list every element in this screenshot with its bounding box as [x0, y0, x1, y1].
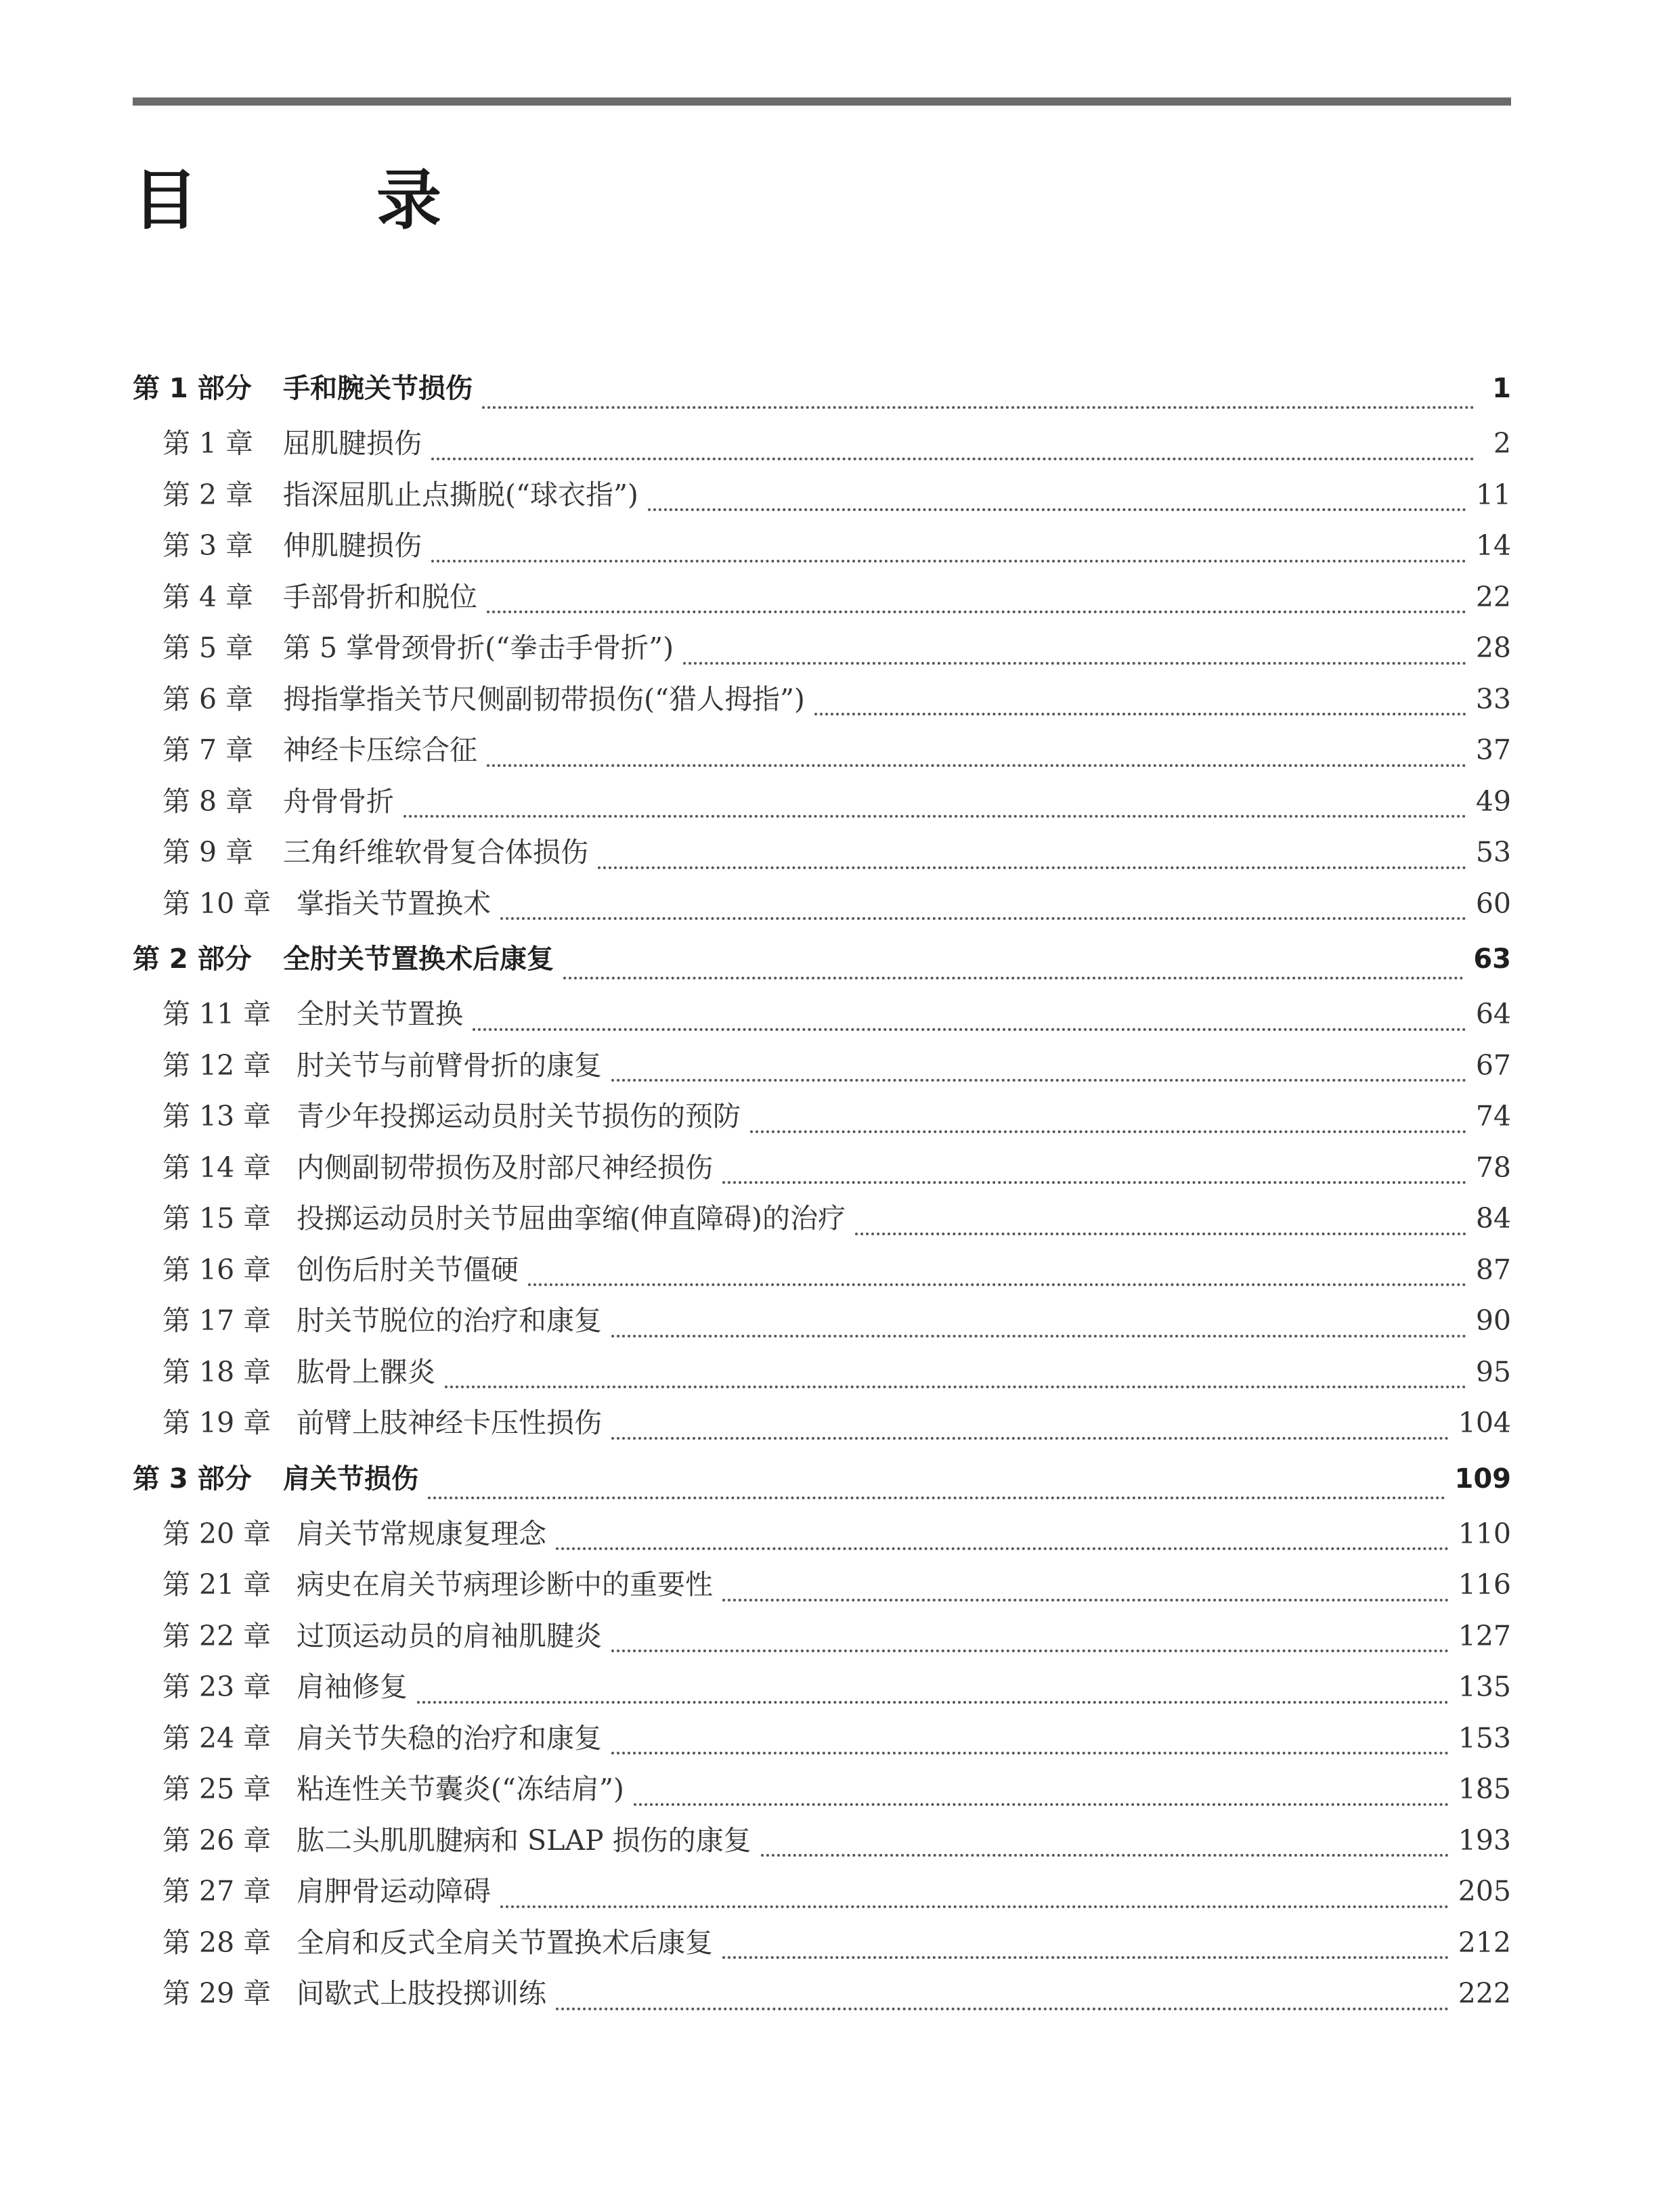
chapter-page-number: 185 — [1458, 1773, 1511, 1805]
dot-leader — [417, 1701, 1449, 1704]
chapter-label: 第 8 章 — [162, 784, 254, 818]
chapter-label: 第 25 章 — [162, 1773, 271, 1805]
chapter-page-number: 153 — [1458, 1721, 1511, 1754]
chapter-title: 肩胛骨运动障碍 — [297, 1875, 491, 1907]
chapter-page-number: 90 — [1475, 1304, 1511, 1337]
toc-chapter-20[interactable] — [133, 1509, 1511, 1560]
chapter-label: 第 23 章 — [162, 1671, 271, 1703]
toc-chapter-11[interactable] — [133, 989, 1511, 1040]
chapter-page-number: 33 — [1475, 682, 1511, 715]
toc-chapter-26[interactable] — [133, 1815, 1511, 1867]
chapter-page-number: 53 — [1475, 836, 1511, 868]
chapter-label: 第 13 章 — [162, 1100, 271, 1132]
chapter-label: 第 22 章 — [162, 1619, 271, 1652]
toc-part-1[interactable] — [133, 359, 1511, 418]
chapter-page-number: 104 — [1458, 1407, 1511, 1439]
chapter-label: 第 4 章 — [162, 580, 254, 613]
chapter-title: 粘连性关节囊炎(“冻结肩”) — [297, 1773, 624, 1805]
chapter-title: 第 5 掌骨颈骨折(“拳击手骨折”) — [283, 632, 674, 664]
chapter-title: 投掷运动员肘关节屈曲挛缩(伸直障碍)的治疗 — [297, 1202, 846, 1235]
toc-chapter-7[interactable] — [133, 725, 1511, 776]
dot-leader — [445, 1386, 1466, 1388]
chapter-title: 肩关节常规康复理念 — [297, 1517, 546, 1550]
dot-leader — [598, 866, 1466, 869]
chapter-title: 舟骨骨折 — [283, 784, 394, 818]
chapter-label: 第 17 章 — [162, 1304, 271, 1337]
chapter-label: 第 3 章 — [162, 529, 254, 562]
chapter-title: 肩袖修复 — [297, 1671, 408, 1703]
dot-leader — [611, 1079, 1466, 1082]
chapter-title: 病史在肩关节病理诊断中的重要性 — [297, 1568, 713, 1601]
chapter-label: 第 20 章 — [162, 1517, 271, 1550]
chapter-page-number: 127 — [1458, 1619, 1511, 1652]
dot-leader — [500, 917, 1466, 920]
part-page-number: 109 — [1454, 1463, 1511, 1495]
part-title: 肩关节损伤 — [283, 1463, 418, 1495]
chapter-page-number: 67 — [1475, 1048, 1511, 1082]
toc-chapter-4[interactable] — [133, 572, 1511, 623]
dot-leader — [722, 1956, 1449, 1959]
chapter-label: 第 29 章 — [162, 1977, 271, 2010]
chapter-label: 第 24 章 — [162, 1721, 271, 1754]
toc-chapter-23[interactable] — [133, 1662, 1511, 1713]
dot-leader — [487, 611, 1466, 613]
chapter-page-number: 193 — [1458, 1823, 1511, 1857]
toc-chapter-25[interactable] — [133, 1764, 1511, 1815]
dot-leader — [722, 1599, 1449, 1601]
dot-leader — [611, 1335, 1466, 1337]
chapter-page-number: 22 — [1475, 580, 1511, 613]
toc-chapter-15[interactable] — [133, 1193, 1511, 1245]
chapter-title: 肩关节失稳的治疗和康复 — [297, 1721, 602, 1754]
chapter-title: 肱骨上髁炎 — [297, 1355, 435, 1388]
chapter-page-number: 64 — [1475, 998, 1511, 1030]
chapter-label: 第 21 章 — [162, 1568, 271, 1601]
dot-leader — [648, 508, 1466, 511]
part-title: 全肘关节置换术后康复 — [283, 944, 554, 975]
chapter-page-number: 222 — [1458, 1977, 1511, 2010]
chapter-label: 第 1 章 — [162, 427, 254, 460]
table-of-contents — [133, 359, 1511, 2020]
chapter-title: 肱二头肌肌腱病和 SLAP 损伤的康复 — [297, 1823, 751, 1857]
chapter-page-number: 74 — [1475, 1100, 1511, 1132]
chapter-title: 过顶运动员的肩袖肌腱炎 — [297, 1619, 602, 1652]
chapter-title: 神经卡压综合征 — [283, 734, 477, 766]
chapter-label: 第 28 章 — [162, 1926, 271, 1959]
toc-chapter-10[interactable] — [133, 879, 1511, 930]
dot-leader — [473, 1028, 1466, 1031]
chapter-page-number: 28 — [1475, 632, 1511, 664]
chapter-label: 第 2 章 — [162, 478, 254, 511]
dot-leader — [683, 662, 1466, 665]
chapter-title: 间歇式上肢投掷训练 — [297, 1977, 546, 2010]
toc-chapter-27[interactable] — [133, 1866, 1511, 1918]
dot-leader — [487, 764, 1466, 767]
chapter-title: 全肩和反式全肩关节置换术后康复 — [297, 1926, 713, 1959]
dot-leader — [814, 713, 1466, 715]
chapter-label: 第 16 章 — [162, 1253, 271, 1286]
toc-part-2[interactable] — [133, 929, 1511, 989]
dot-leader — [855, 1233, 1466, 1235]
chapter-page-number: 205 — [1458, 1875, 1511, 1907]
chapter-title: 前臂上肢神经卡压性损伤 — [297, 1407, 602, 1439]
chapter-page-number: 212 — [1458, 1926, 1511, 1959]
chapter-page-number: 87 — [1475, 1253, 1511, 1286]
dot-leader — [611, 1752, 1449, 1754]
chapter-label: 第 6 章 — [162, 682, 254, 715]
chapter-page-number: 37 — [1475, 734, 1511, 766]
toc-chapter-1[interactable] — [133, 418, 1511, 470]
toc-chapter-13[interactable] — [133, 1091, 1511, 1143]
dot-leader — [761, 1854, 1449, 1857]
dot-leader — [611, 1437, 1449, 1440]
toc-chapter-18[interactable] — [133, 1347, 1511, 1398]
chapter-label: 第 19 章 — [162, 1407, 271, 1439]
chapter-label: 第 9 章 — [162, 836, 254, 868]
dot-leader — [528, 1283, 1466, 1286]
part-label: 第 3 部分 — [133, 1463, 252, 1495]
chapter-title: 屈肌腱损伤 — [283, 427, 422, 460]
toc-chapter-14[interactable] — [133, 1143, 1511, 1194]
chapter-label: 第 26 章 — [162, 1823, 271, 1857]
chapter-title: 全肘关节置换 — [297, 998, 463, 1030]
top-rule — [133, 97, 1511, 106]
chapter-label: 第 11 章 — [162, 998, 271, 1030]
chapter-title: 拇指掌指关节尺侧副韧带损伤(“猎人拇指”) — [283, 682, 805, 715]
dot-leader — [500, 1905, 1449, 1908]
dot-leader — [563, 977, 1464, 979]
dot-leader — [611, 1650, 1449, 1652]
toc-chapter-19[interactable] — [133, 1398, 1511, 1449]
dot-leader — [404, 815, 1466, 818]
chapter-label: 第 10 章 — [162, 887, 271, 920]
dot-leader — [556, 2008, 1449, 2010]
toc-chapter-6[interactable] — [133, 674, 1511, 726]
chapter-page-number: 14 — [1475, 529, 1511, 562]
toc-chapter-17[interactable] — [133, 1296, 1511, 1347]
chapter-title: 掌指关节置换术 — [297, 887, 491, 920]
dot-leader — [482, 406, 1475, 409]
toc-chapter-12[interactable] — [133, 1040, 1511, 1092]
chapter-label: 第 5 章 — [162, 632, 254, 664]
toc-chapter-16[interactable] — [133, 1245, 1511, 1296]
chapter-page-number: 78 — [1475, 1151, 1511, 1184]
chapter-title: 指深屈肌止点撕脱(“球衣指”) — [283, 478, 638, 511]
chapter-label: 第 14 章 — [162, 1151, 271, 1184]
chapter-title: 内侧副韧带损伤及肘部尺神经损伤 — [297, 1151, 713, 1184]
chapter-title: 手部骨折和脱位 — [283, 580, 477, 613]
part-page-number: 63 — [1473, 944, 1511, 975]
dot-leader — [556, 1547, 1449, 1550]
chapter-label: 第 27 章 — [162, 1875, 271, 1907]
toc-chapter-9[interactable] — [133, 827, 1511, 879]
chapter-title: 青少年投掷运动员肘关节损伤的预防 — [297, 1100, 741, 1132]
chapter-title: 创伤后肘关节僵硬 — [297, 1253, 519, 1286]
toc-chapter-28[interactable] — [133, 1918, 1511, 1969]
part-label: 第 1 部分 — [133, 373, 252, 404]
chapter-page-number: 110 — [1458, 1517, 1511, 1550]
chapter-page-number: 60 — [1475, 887, 1511, 920]
part-title: 手和腕关节损伤 — [283, 373, 473, 404]
page-title: 目 录 — [133, 162, 498, 238]
dot-leader — [634, 1803, 1449, 1806]
toc-chapter-24[interactable] — [133, 1713, 1511, 1765]
dot-leader — [722, 1181, 1466, 1184]
chapter-title: 肘关节脱位的治疗和康复 — [297, 1304, 602, 1337]
chapter-title: 三角纤维软骨复合体损伤 — [283, 836, 588, 868]
toc-chapter-21[interactable] — [133, 1560, 1511, 1611]
dot-leader — [750, 1130, 1466, 1133]
part-label: 第 2 部分 — [133, 944, 252, 975]
chapter-label: 第 12 章 — [162, 1048, 271, 1082]
dot-leader — [428, 1497, 1445, 1499]
toc-part-3[interactable] — [133, 1449, 1511, 1509]
dot-leader — [431, 458, 1475, 460]
toc-chapter-5[interactable] — [133, 623, 1511, 674]
chapter-page-number: 2 — [1493, 427, 1511, 460]
toc-chapter-2[interactable] — [133, 470, 1511, 521]
dot-leader — [431, 560, 1466, 562]
chapter-label: 第 18 章 — [162, 1355, 271, 1388]
chapter-page-number: 11 — [1475, 478, 1511, 511]
chapter-page-number: 116 — [1458, 1568, 1511, 1601]
part-page-number: 1 — [1492, 373, 1511, 404]
toc-chapter-29[interactable] — [133, 1968, 1511, 2020]
chapter-page-number: 135 — [1458, 1671, 1511, 1703]
toc-chapter-8[interactable] — [133, 776, 1511, 828]
chapter-page-number: 49 — [1475, 784, 1511, 818]
chapter-label: 第 7 章 — [162, 734, 254, 766]
chapter-page-number: 95 — [1475, 1355, 1511, 1388]
chapter-title: 肘关节与前臂骨折的康复 — [297, 1048, 602, 1082]
chapter-label: 第 15 章 — [162, 1202, 271, 1235]
chapter-page-number: 84 — [1475, 1202, 1511, 1235]
toc-chapter-22[interactable] — [133, 1611, 1511, 1662]
toc-chapter-3[interactable] — [133, 521, 1511, 572]
chapter-title: 伸肌腱损伤 — [283, 529, 422, 562]
